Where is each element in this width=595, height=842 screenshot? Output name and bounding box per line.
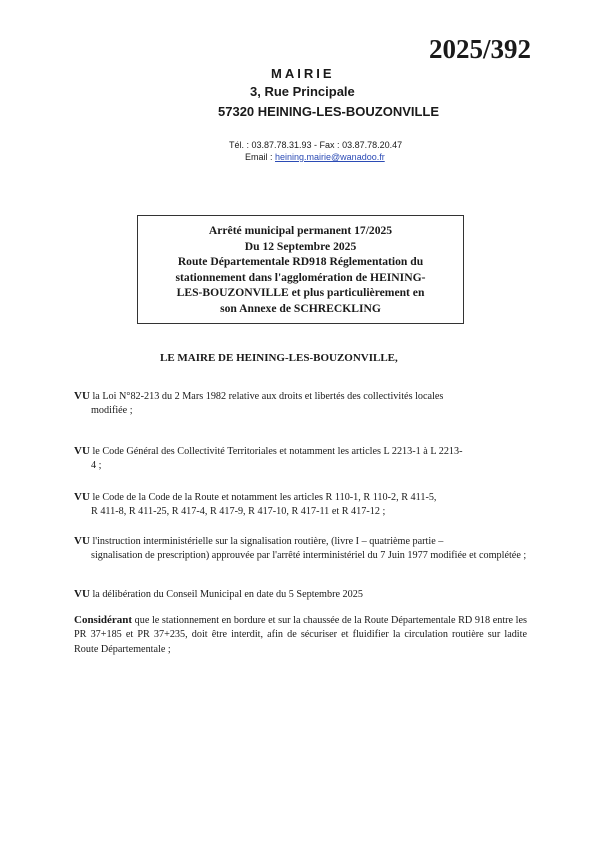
consideration-continuation: signalisation de prescription) approuvée par l'arrêté interministériel du 7 Juin 1977 modifiée et complétée ; [91, 550, 527, 562]
arrete-line: Route Départementale RD918 Réglementation du [177, 255, 424, 269]
consideration-text: l'instruction interministérielle sur la signalisation routière, (livre I – quatrième partie – [89, 536, 444, 547]
consideration-text: le Code de la Code de la Route et notamment les articles R 110-1, R 110-2, R 411-5, [89, 492, 437, 503]
consideration-paragraph [74, 444, 527, 474]
phone-fax: Tél. : 03.87.78.31.93 - Fax : 03.87.78.20.47 [229, 140, 403, 150]
consideration-text: la Loi N°82-213 du 2 Mars 1982 relative aux droits et libertés des collectivités locales [89, 391, 444, 402]
maire-heading: LE MAIRE DE HEINING-LES-BOUZONVILLE, [160, 352, 398, 364]
email-line [245, 152, 385, 162]
consideration-keyword: Considérant [74, 614, 133, 626]
consideration-continuation: 4 ; [91, 460, 102, 472]
arrete-line: Du 12 Septembre 2025 [244, 239, 357, 253]
consideration-keyword: VU [74, 445, 90, 457]
reference-number: 2025/392 [428, 34, 531, 64]
consideration-keyword: VU [74, 588, 90, 600]
arrete-line: LES-BOUZONVILLE et plus particulièrement en [176, 286, 425, 300]
consideration-paragraph [74, 534, 527, 564]
consideration-paragraph [74, 389, 527, 419]
mairie-title: MAIRIE [271, 66, 335, 81]
consideration-text: que le stationnement en bordure et sur la chaussée de la Route Départementale [132, 615, 456, 626]
email-label: Email : [245, 152, 276, 162]
consideration-text: le Code Général des Collectivité Territoriales et notamment les articles L 2213-1 à L 2213- [89, 446, 463, 457]
consideration-paragraph [74, 613, 527, 657]
email-link[interactable]: heining.mairie@wanadoo.fr [275, 152, 385, 162]
arrete-title-box [137, 215, 464, 324]
consideration-continuation: R 411-8, R 411-25, R 417-4, R 417-9, R 417-10, R 417-11 et R 417-12 ; [91, 506, 386, 518]
consideration-continuation: RD 918 entre les PR 37+185 et PR 37+235, doit être interdit, afin de sécuriser et fluidifier la circulation routière sur ladite Route Départementale ; [74, 615, 527, 655]
consideration-text: la délibération du Conseil Municipal en date du 5 Septembre 2025 [89, 589, 363, 600]
consideration-paragraph [74, 587, 527, 602]
arrete-line: stationnement dans l'agglomération de HEINING- [175, 270, 426, 284]
arrete-line: son Annexe de SCHRECKLING [220, 301, 381, 315]
arrete-line: Arrêté municipal permanent 17/2025 [208, 224, 393, 237]
mairie-address: 3, Rue Principale [250, 84, 355, 99]
consideration-paragraph [74, 490, 527, 520]
consideration-keyword: VU [74, 491, 90, 503]
consideration-continuation: modifiée ; [91, 405, 133, 417]
consideration-keyword: VU [74, 535, 90, 547]
consideration-keyword: VU [74, 390, 90, 402]
mairie-city: 57320 HEINING-LES-BOUZONVILLE [218, 104, 440, 119]
